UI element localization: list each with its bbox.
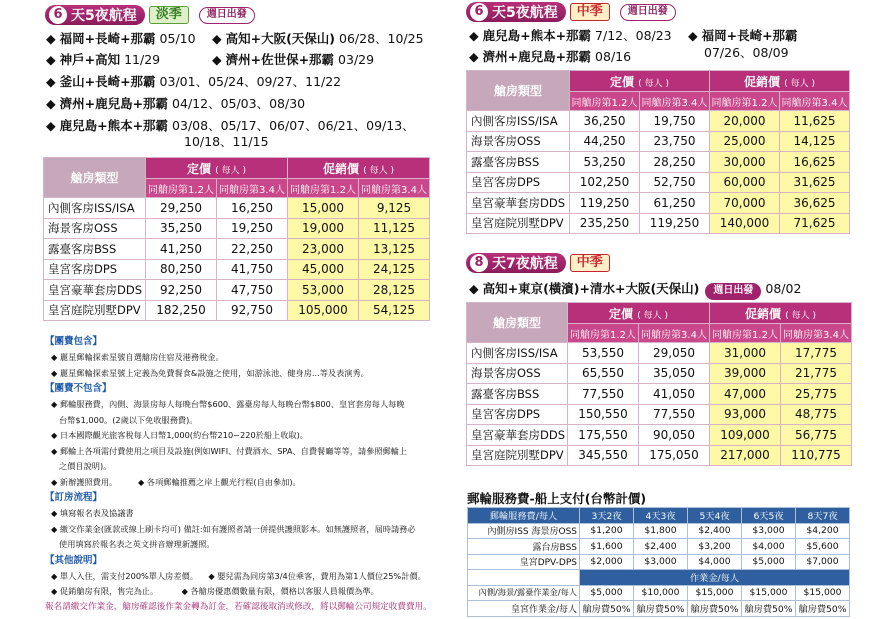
left-route-2: ◆ 高知+大阪(天保山) 06/28、10/25 — [212, 31, 424, 46]
right-mid-voyage-days: 8 — [470, 254, 488, 272]
note-item: ◆ 填寫報名表及協議書 — [51, 508, 134, 518]
cabin-type-header: 艙房類型 — [467, 71, 570, 111]
table-row: 皇宮豪華套房DDS 175,550 90,050 109,000 56,775 — [467, 425, 852, 446]
right-mid-header — [466, 253, 610, 273]
left-route-1: ◆ 福岡+長崎+那霸 05/10 — [46, 31, 196, 46]
excluded-title: 【團費不包含】 — [45, 383, 112, 394]
sub-header: 同艙房第1.2人 — [710, 324, 781, 343]
left-route-6: ◆ 濟州+鹿兒島+那霸 04/12、05/03、08/30 — [46, 96, 306, 111]
left-price-table — [43, 157, 430, 321]
note-item: ◆ 麗星郵輪探索星號上定義為免費餐食&設施之使用，如游泳池、健身房...等及表演秀。 — [51, 367, 369, 378]
table-row: 露臺客房BSS 77,550 41,050 47,000 25,775 — [467, 384, 852, 405]
sub-header: 同艙房第3.4人 — [359, 179, 430, 198]
table-row: 內側客房ISS/ISA 53,550 29,050 31,000 17,775 — [467, 343, 852, 364]
sub-header: 同艙房第3.4人 — [781, 324, 852, 343]
left-season-badge: 淡季 — [149, 6, 189, 24]
table-row: 皇宮作業金/每人 艙房費50% 艙房費50% 艙房費50% 艙房費50% 艙房費50% — [468, 601, 850, 617]
right-top-route-2: ◆ 福岡+長崎+那霸 — [688, 28, 798, 43]
sub-header: 同艙房第3.4人 — [639, 324, 710, 343]
sub-header: 同艙房第3.4人 — [780, 92, 850, 111]
sub-header: 同艙房第1.2人 — [288, 179, 359, 198]
note-item: ◆ 日本國際觀光旅客稅每人日幣1,000(約台幣210~220於船上收取)。 — [51, 430, 308, 440]
right-top-voyage-pill — [466, 2, 566, 22]
sub-header: 同艙房第1.2人 — [146, 179, 217, 198]
list-price-header: 定價 ( 每人 ) — [146, 158, 288, 179]
table-row: 露台房BSS $1,600 $2,400 $3,200 $4,000 $5,600 — [468, 539, 850, 555]
promo-price-header: 促銷價 ( 每人 ) — [710, 303, 852, 324]
cabin-type-header: 艙房類型 — [44, 158, 146, 198]
promo-price-header: 促銷價 ( 每人 ) — [288, 158, 430, 179]
sub-header: 同艙房第3.4人 — [217, 179, 288, 198]
table-row: 皇宮庭院別墅DPV 182,250 92,750 105,000 54,125 — [44, 300, 430, 321]
left-route-7: ◆ 鹿兒島+熊本+那霸 03/08、05/17、06/07、06/21、09/13、 — [46, 118, 415, 133]
fees-table — [467, 507, 850, 617]
right-top-departure-badge: 週日出發 — [620, 4, 676, 21]
table-row: 內側客房ISS/ISA 29,250 16,250 15,000 9,125 — [44, 198, 430, 219]
right-mid-route: ◆ 高知+東京(橫濱)+清水+大阪(天保山) 週日出發 08/02 — [469, 278, 801, 300]
right-mid-season-badge: 中季 — [570, 254, 610, 272]
table-row: 皇宮DPV-DPS $2,000 $3,000 $4,000 $5,000 $7,000 — [468, 554, 850, 570]
sub-header: 同艙房第3.4人 — [640, 92, 710, 111]
right-top-header — [466, 2, 676, 22]
table-row: 皇宮庭院別墅DPV 345,550 175,050 217,000 110,775 — [467, 445, 852, 466]
note-item: ◆ 麗星郵輪探索星號自選艙房住宿及港務稅金。 — [51, 352, 224, 362]
note-item: ◆ 新辦護照費用。 ◆ 各項郵輪推薦之岸上觀光行程(自由參加)。 — [51, 476, 301, 487]
left-route-4: ◆ 濟州+佐世保+那霸 03/29 — [212, 52, 375, 67]
note-item: ◆ 繳交作業金(匯款或線上刷卡均可) 備註:如有護照者請一併提供護照影本。如無護照者，屆時請務必 — [51, 523, 416, 534]
left-route-7-cont: 10/18、11/15 — [184, 134, 269, 149]
left-departure-badge: 週日出發 — [199, 7, 255, 24]
table-row: 露臺客房BSS 41,250 22,250 23,000 13,125 — [44, 239, 430, 260]
fees-title: 郵輪服務費-船上支付(台幣計價) — [467, 491, 647, 506]
left-voyage-title: 天5夜航程 — [71, 8, 137, 24]
note-item: ◆ 郵輪上各項需付費使用之項目及設施(例如WIFI、付費酒水、SPA、自費餐廳等等，請參照郵輪上 — [51, 445, 408, 456]
right-top-route-2-dates: 07/26、08/09 — [704, 45, 789, 60]
table-row: 皇宮豪華套房DDS 119,250 61,250 70,000 36,625 — [467, 193, 850, 214]
right-mid-voyage-title: 天7夜航程 — [492, 256, 558, 272]
note-item: 使用填寫於報名表之英文拼音辦理新護照。 — [59, 539, 215, 549]
list-price-header: 定價 ( 每人 ) — [570, 71, 710, 92]
right-top-route-3: ◆ 濟州+鹿兒島+那霸 08/16 — [469, 49, 632, 64]
promo-price-header: 促銷價 ( 每人 ) — [710, 71, 850, 92]
right-top-route-1: ◆ 鹿兒島+熊本+那霸 7/12、08/23 — [469, 28, 672, 43]
table-row: 內側房ISS 海景房OSS $1,200 $1,800 $2,400 $3,000 $4,200 — [468, 523, 850, 539]
footer-note: 報名請繳交作業金，艙房確認後作業金轉為訂金，若確認後取消或修改，將以郵輪公司規定收費費用。 — [45, 602, 432, 612]
note-item: ◆ 單人入住，需支付200%單人房差價。 ◆ 嬰兒需為同房第3/4位乘客，費用為第1人價位25%計價。 — [51, 570, 426, 581]
table-row: 皇宮豪華套房DDS 92,250 47,750 53,000 28,125 — [44, 280, 430, 301]
table-row: 內側客房ISS/ISA 36,250 19,750 20,000 11,625 — [467, 111, 850, 132]
sub-header: 同艙房第1.2人 — [710, 92, 780, 111]
left-route-5: ◆ 釜山+長崎+那霸 03/01、05/24、09/27、11/22 — [46, 74, 342, 89]
note-item: 台幣$1,000。(2歲以下免收服務費)。 — [59, 414, 198, 425]
other-title: 【其他說明】 — [45, 554, 103, 566]
table-row: 皇宮客房DPS 150,550 77,550 93,000 48,775 — [467, 404, 852, 425]
left-voyage-pill — [45, 5, 145, 25]
table-row: 皇宮客房DPS 80,250 41,750 45,000 24,125 — [44, 259, 430, 280]
process-title: 【訂房流程】 — [45, 492, 103, 503]
sub-header: 同艙房第1.2人 — [570, 92, 640, 111]
fees-deposit-header: 作業金/每人 — [468, 570, 850, 586]
right-mid-price-table — [466, 302, 852, 466]
right-top-voyage-title: 天5夜航程 — [492, 5, 558, 21]
table-row: 內側/海景/露臺作業金/每人 $5,000 $10,000 $15,000 $15,000 $15,000 — [468, 585, 850, 601]
notes-section — [45, 334, 455, 600]
fees-header-row: 郵輪服務費/每人 3天2夜 4天3夜 5天4夜 6天5夜 8天7夜 — [468, 508, 850, 524]
cabin-type-header: 艙房類型 — [467, 303, 568, 343]
right-top-voyage-days: 6 — [470, 3, 488, 21]
list-price-header: 定價 ( 每人 ) — [568, 303, 710, 324]
table-row: 海景客房OSS 65,550 35,050 39,000 21,775 — [467, 363, 852, 384]
right-top-price-table — [466, 70, 850, 234]
note-item: ◆ 郵輪服務費，內側、海景房每人每晚台幣$600、露臺房每人每晚台幣$800、皇宮套房每人每晚 — [51, 399, 405, 409]
left-header — [45, 5, 255, 25]
sub-header: 同艙房第1.2人 — [568, 324, 639, 343]
note-item: ◆ 促銷艙房有限，售完為止。 ◆ 各艙房優惠價數量有限，價格以客服人員報價為準。 — [51, 586, 379, 596]
table-row: 露臺客房BSS 53,250 28,250 30,000 16,625 — [467, 152, 850, 173]
table-row: 海景客房OSS 35,250 19,250 19,000 11,125 — [44, 218, 430, 239]
table-row: 皇宮客房DPS 102,250 52,750 60,000 31,625 — [467, 172, 850, 193]
left-route-3: ◆ 神戶+高知 11/29 — [46, 52, 161, 67]
right-mid-voyage-pill — [466, 253, 566, 273]
table-row: 皇宮庭院別墅DPV 235,250 119,250 140,000 71,625 — [467, 213, 850, 234]
left-voyage-days: 6 — [49, 6, 67, 24]
included-title: 【團費包含】 — [45, 336, 103, 347]
right-top-season-badge: 中季 — [570, 3, 610, 21]
note-item: 之價目說明)。 — [59, 461, 112, 471]
table-row: 海景客房OSS 44,250 23,750 25,000 14,125 — [467, 131, 850, 152]
